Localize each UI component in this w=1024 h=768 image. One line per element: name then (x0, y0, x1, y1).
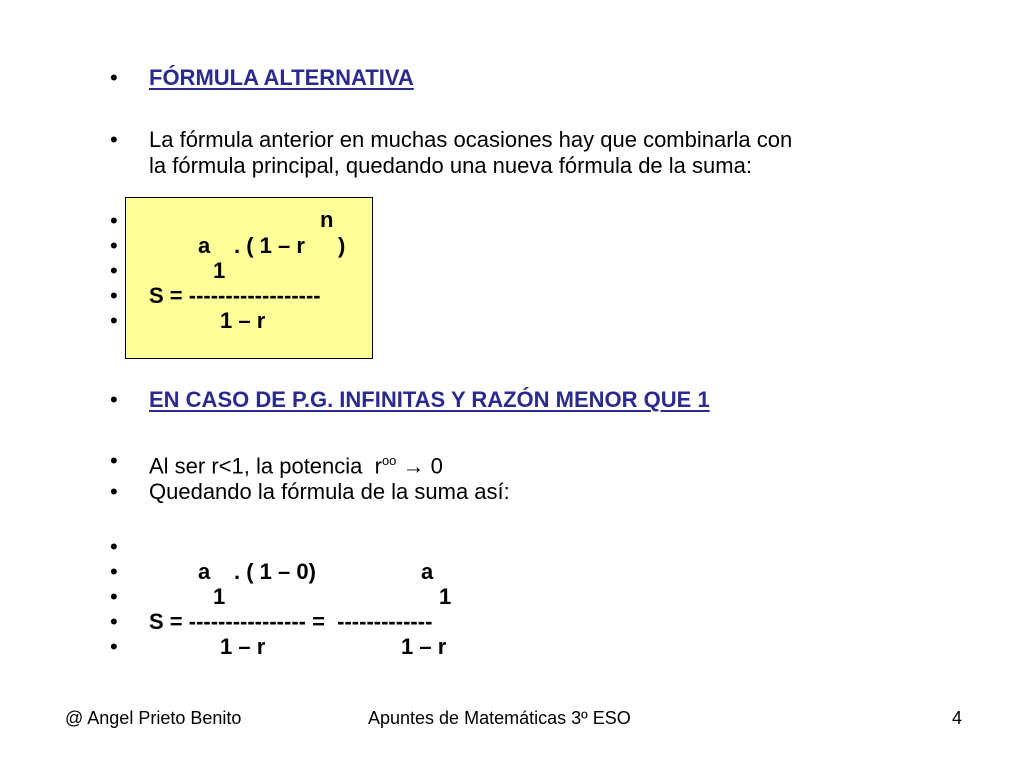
bullet: • (110, 609, 118, 634)
bullet: • (110, 584, 118, 609)
bullet: • (110, 258, 118, 283)
bullet: • (110, 208, 118, 233)
formula2-numerator-rest: . ( 1 – 0) (234, 559, 316, 584)
formula-denominator: 1 – r (220, 308, 266, 333)
line-quedando: Quedando la fórmula de la suma así: (149, 479, 510, 504)
bullet: • (110, 534, 118, 559)
formula2-rhs-numerator-a: a (421, 559, 434, 584)
bullet: • (110, 479, 118, 504)
paragraph-line-1: La fórmula anterior en muchas ocasiones hay que combinarla con (149, 127, 793, 152)
bullet: • (110, 634, 118, 659)
bullet: • (110, 233, 118, 258)
formula-highlight-box (125, 197, 373, 359)
formula-numerator-a: a (198, 233, 211, 258)
formula2-subscript-left: 1 (213, 584, 226, 609)
formula2-lhs-fraction-bars: S = ---------------- = ------------- (149, 609, 433, 634)
bullet: • (110, 127, 118, 152)
formula2-denominator-left: 1 – r (220, 634, 266, 659)
bullet: • (110, 387, 118, 412)
bullet: • (110, 283, 118, 308)
line-r-text: Al ser r<1, la potencia r (149, 453, 382, 479)
bullet: • (110, 65, 118, 90)
footer-author: @ Angel Prieto Benito (65, 708, 242, 728)
formula2-numerator-a: a (198, 559, 211, 584)
line-r-result: 0 (430, 453, 443, 479)
heading-pg-infinitas: EN CASO DE P.G. INFINITAS Y RAZÓN MENOR QUE 1 (149, 387, 710, 412)
footer-page-number: 4 (952, 708, 963, 728)
bullet: • (110, 559, 118, 584)
formula2-subscript-right: 1 (439, 584, 452, 609)
heading-formula-alternativa: FÓRMULA ALTERNATIVA (149, 65, 414, 90)
formula-numerator-close: ) (338, 233, 346, 258)
line-al-ser-r (149, 449, 443, 478)
bullet: • (110, 448, 118, 473)
superscript-oo: oo (381, 453, 397, 468)
paragraph-line-2: la fórmula principal, quedando una nueva fórmula de la suma: (149, 153, 752, 178)
arrow-right-icon: → (402, 453, 425, 479)
formula-numerator-rest: . ( 1 – r (234, 233, 305, 258)
formula-exponent-n: n (320, 207, 334, 232)
formula2-denominator-right: 1 – r (401, 634, 447, 659)
footer-course: Apuntes de Matemáticas 3º ESO (368, 708, 631, 728)
formula-subscript-1: 1 (213, 258, 226, 283)
formula-lhs-fraction-bar: S = ------------------ (149, 283, 321, 308)
bullet: • (110, 308, 118, 333)
